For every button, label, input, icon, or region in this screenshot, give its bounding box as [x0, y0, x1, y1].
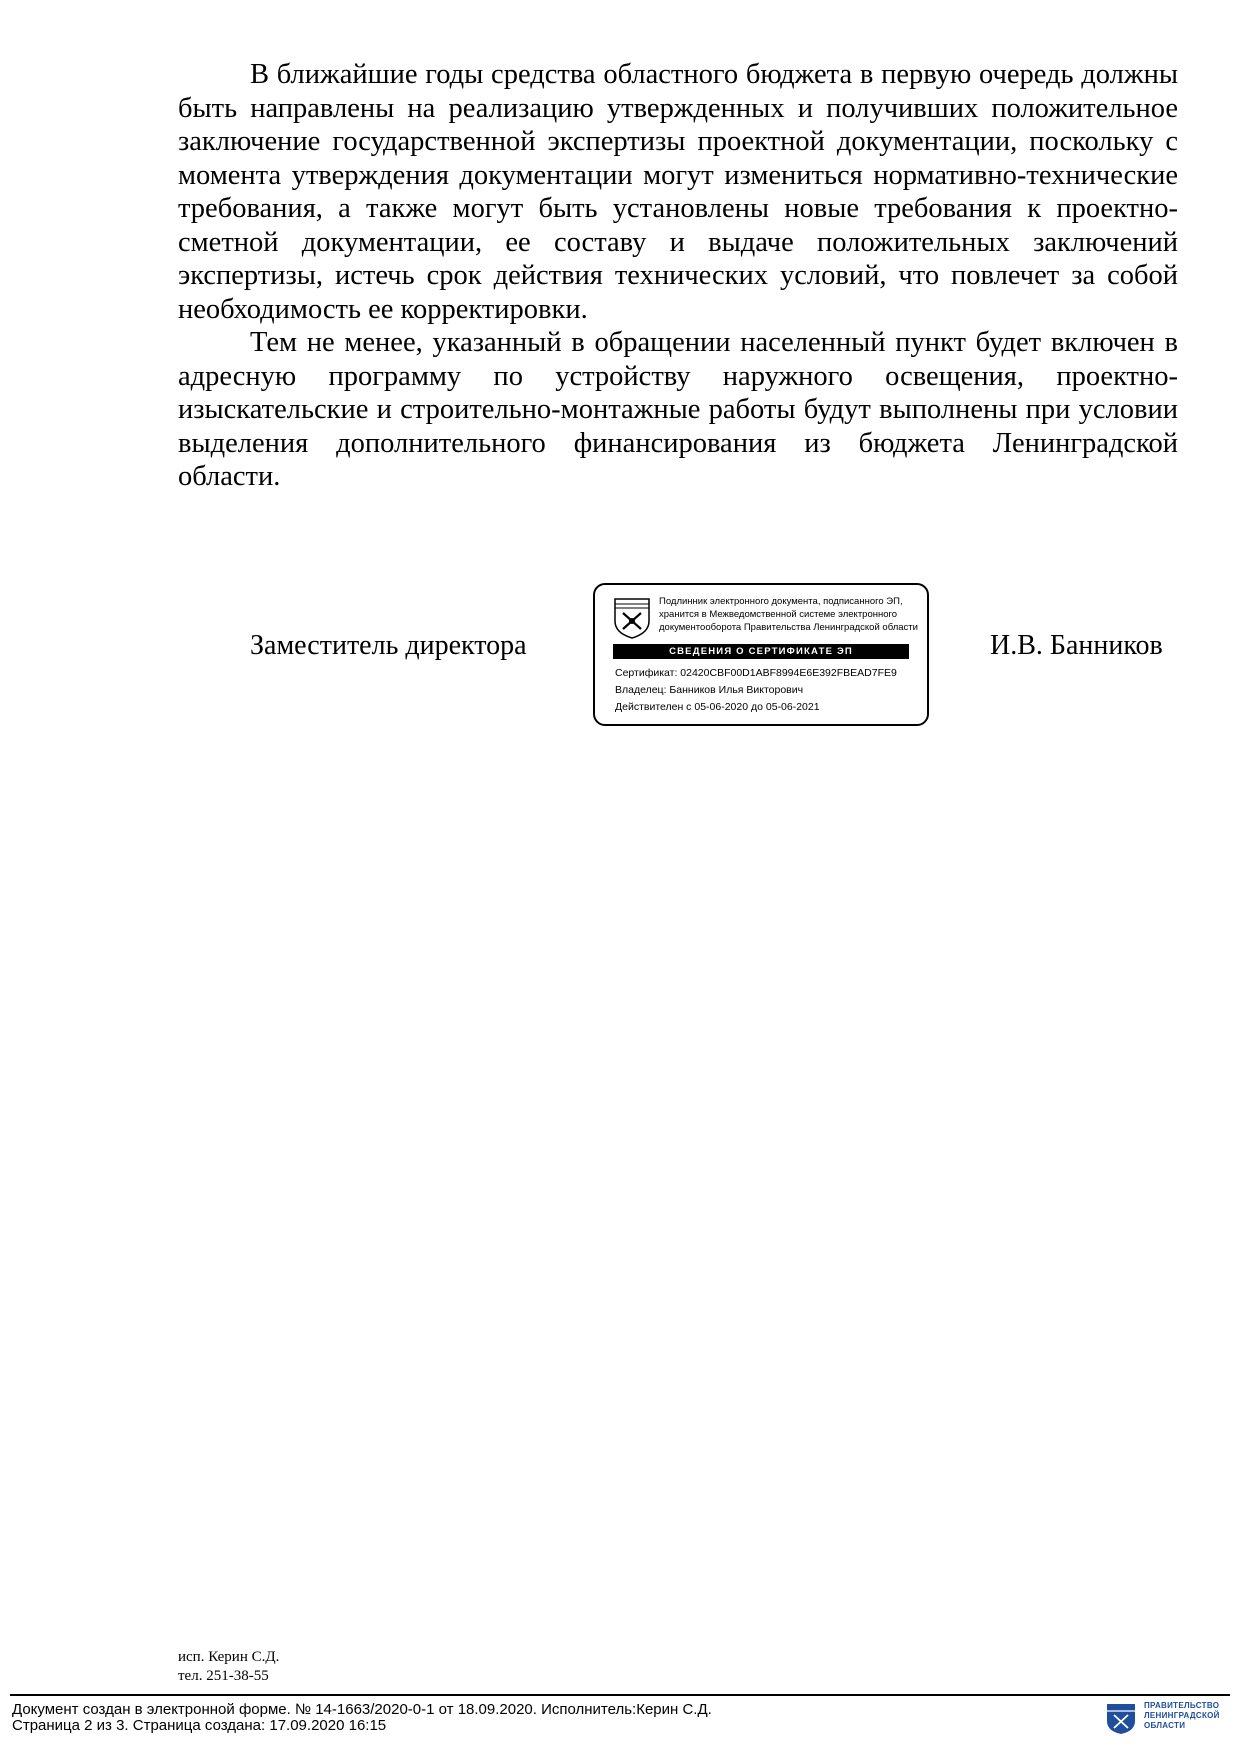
coat-of-arms-icon: [613, 597, 651, 639]
letter-body: [178, 58, 1178, 494]
logo-text-line: ЛЕНИНГРАДСКОЙ: [1144, 1711, 1220, 1720]
logo-text-line: ОБЛАСТИ: [1144, 1721, 1186, 1730]
stamp-owner: Владелец: Банников Илья Викторович: [615, 684, 804, 696]
executor-phone: тел. 251-38-55: [178, 1668, 269, 1684]
executor-name: исп. Керин С.Д.: [178, 1649, 280, 1665]
footer-divider: [10, 1694, 1230, 1696]
footer-document-line: Документ создан в электронной форме. № 14-1663/2020-0-1 от 18.09.2020. Исполнитель:Керин С.Д.: [12, 1701, 712, 1718]
body-paragraph: Тем не менее, указанный в обращении населенный пункт будет включен в адресную программу по устройству наружного освещения, проектно-изыскательские и строительно-монтажные работы будут выполнены при условии выделения дополнительного финансирования из бюджета Ленинградской области.: [178, 327, 1178, 492]
executor-info: [178, 1648, 279, 1686]
footer-info: [12, 1702, 712, 1734]
stamp-certificate: Сертификат: 02420CBF00D1ABF8994E6E392FBEAD7FE9: [615, 667, 897, 679]
logo-text-line: ПРАВИТЕЛЬСТВО: [1144, 1701, 1220, 1710]
government-logo-text: [1144, 1701, 1220, 1731]
body-paragraph: В ближайшие годы средства областного бюджета в первую очередь должны быть направлены на реализацию утвержденных и получивших положительное заключение государственной экспертизы проектной документации, поскольку с момента утверждения документации могут измениться нормативно-технические требования, а также могут быть установлены новые требования к проектно-сметной документации, ее составу и выдаче положительных заключений экспертизы, истечь срок действия технических условий, что повлечет за собой необходимость ее корректировки.: [178, 59, 1178, 325]
signatory-name: И.В. Банников: [990, 630, 1163, 661]
stamp-header: СВЕДЕНИЯ О СЕРТИФИКАТЕ ЭП: [613, 644, 909, 659]
government-logo: [1106, 1700, 1236, 1736]
stamp-intro-text: [659, 595, 921, 634]
stamp-intro-line: документооборота Правительства Ленинградской области: [659, 622, 918, 633]
stamp-validity: Действителен с 05-06-2020 до 05-06-2021: [615, 701, 820, 713]
stamp-intro-line: Подлинник электронного документа, подписанного ЭП,: [659, 596, 903, 607]
signatory-position: Заместитель директора: [250, 630, 527, 661]
electronic-signature-stamp: [593, 583, 929, 726]
government-emblem-icon: [1106, 1703, 1136, 1735]
footer-page-line: Страница 2 из 3. Страница создана: 17.09.2020 16:15: [12, 1717, 387, 1734]
stamp-intro-line: хранится в Межведомственной системе электронного: [659, 609, 898, 620]
